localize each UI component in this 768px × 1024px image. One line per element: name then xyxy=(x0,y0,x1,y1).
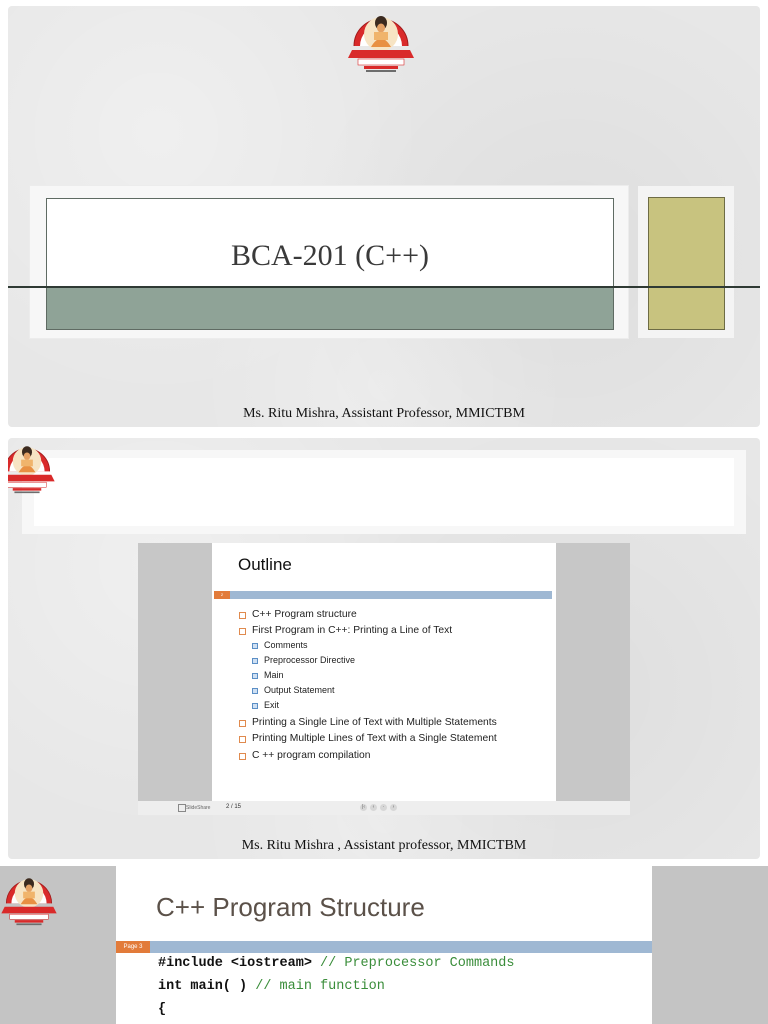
viewer-nav xyxy=(360,804,400,811)
slide-1 xyxy=(8,6,760,427)
code-line: #include <iostream> // Preprocessor Commands xyxy=(158,956,515,971)
logo-emblem-icon xyxy=(344,6,418,82)
outline-title: Outline xyxy=(238,555,292,574)
title-box xyxy=(46,198,614,330)
title-bar xyxy=(150,941,652,953)
embedded-slide xyxy=(212,543,556,801)
code-line: int main( ) // main function xyxy=(158,979,385,994)
list-item: Preprocessor Directive xyxy=(238,653,497,668)
list-item: Exit xyxy=(238,698,497,713)
divider-rule xyxy=(8,286,760,288)
viewer-toolbar xyxy=(138,801,630,815)
accent-box xyxy=(648,197,725,330)
list-item: Main xyxy=(238,668,497,683)
slideshare-icon xyxy=(178,804,186,812)
page-indicator: 2 / 15 xyxy=(226,804,242,810)
slide-title: BCA-201 (C++) xyxy=(230,239,429,272)
slide-footer: Ms. Ritu Mishra , Assistant professor, MMICTBM xyxy=(241,838,527,853)
list-item: First Program in C++: Printing a Line of Text xyxy=(238,624,497,638)
university-logo xyxy=(0,866,60,934)
slide-footer: Ms. Ritu Mishra, Assistant Professor, MMICTBM xyxy=(243,406,525,421)
first-page-icon[interactable]: |‹ xyxy=(360,804,367,811)
header-band xyxy=(22,450,746,534)
slide-3 xyxy=(0,866,768,1024)
next-page-icon[interactable]: › xyxy=(390,804,397,811)
code-line: { xyxy=(158,1002,167,1017)
list-item: Output Statement xyxy=(238,683,497,698)
title-bar xyxy=(226,591,552,599)
list-item: Printing Multiple Lines of Text with a Single Statement xyxy=(238,732,497,746)
embedded-slide xyxy=(116,866,652,1024)
list-item: C++ Program structure xyxy=(238,608,497,622)
outline-list xyxy=(238,605,497,763)
title-shade xyxy=(47,287,613,329)
university-logo xyxy=(8,438,58,502)
slide-title: C++ Program Structure xyxy=(156,892,425,922)
list-item: Printing a Single Line of Text with Multiple Statements xyxy=(238,716,497,730)
page-tag: 2 xyxy=(214,591,230,599)
university-logo xyxy=(344,6,418,82)
embedded-slide-viewer xyxy=(138,543,630,815)
prev-page-icon[interactable]: ‹ xyxy=(370,804,377,811)
logo-emblem-icon xyxy=(0,866,60,934)
header-inner xyxy=(34,458,734,526)
more-icon[interactable]: · xyxy=(380,804,387,811)
viewer-brand: SlideShare xyxy=(186,805,211,811)
slide-2 xyxy=(8,438,760,859)
list-item: Comments xyxy=(238,638,497,653)
logo-emblem-icon xyxy=(8,438,58,502)
list-item: C ++ program compilation xyxy=(238,749,497,763)
page-tag: Page 3 xyxy=(116,941,150,953)
